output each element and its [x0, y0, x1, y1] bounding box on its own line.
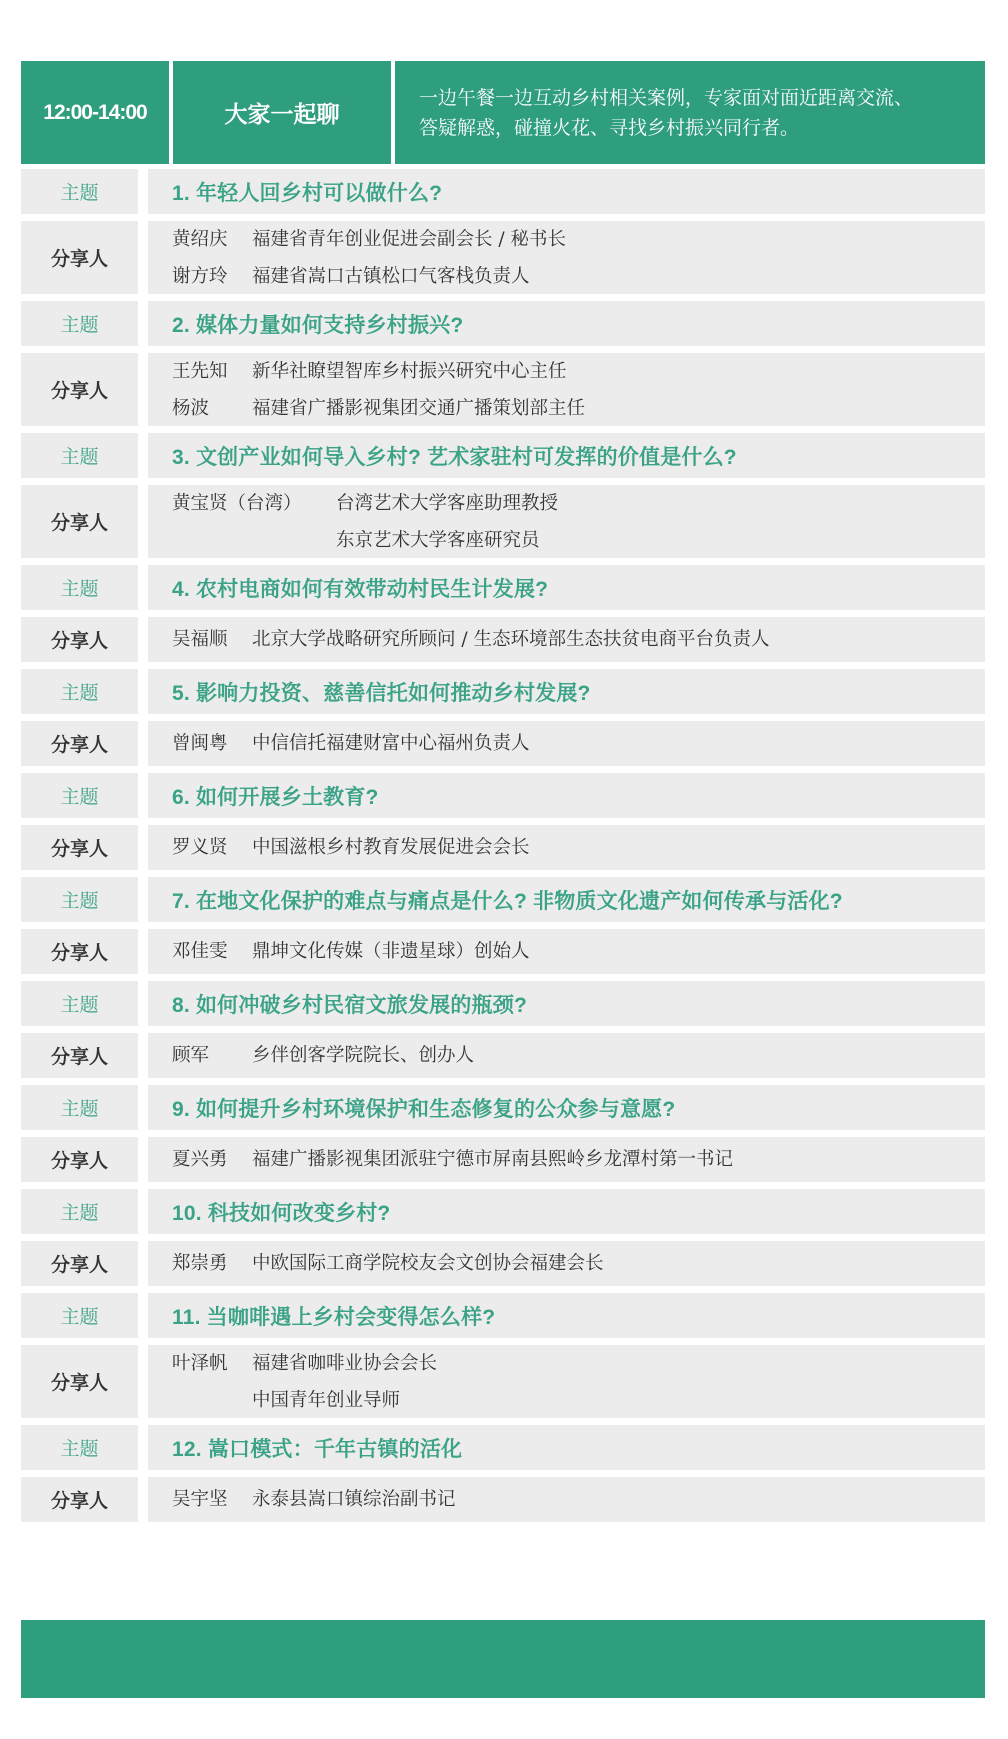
speaker-title: 福建省咖啡业协会会长 [252, 1352, 438, 1374]
speaker-row [21, 353, 985, 426]
topic-label: 主题 [21, 877, 138, 922]
speaker-line [172, 1141, 985, 1179]
description-line: 一边午餐一边互动乡村相关案例，专家面对面近距离交流、 [419, 86, 914, 109]
topic-title: 11. 当咖啡遇上乡村会变得怎么样? [172, 1305, 496, 1329]
topic-cell [148, 169, 985, 214]
topic-label: 主题 [21, 1189, 138, 1234]
speaker-label: 分享人 [21, 221, 138, 294]
speaker-title: 东京艺术大学客座研究员 [336, 529, 540, 551]
speaker-line [172, 1037, 985, 1075]
speaker-title: 福建广播影视集团派驻宁德市屏南县熙岭乡龙潭村第一书记 [252, 1148, 734, 1170]
speaker-title: 台湾艺术大学客座助理教授 [336, 492, 559, 514]
speaker-cell [148, 221, 985, 294]
topic-cell [148, 773, 985, 818]
topic-label: 主题 [21, 1425, 138, 1470]
topic-cell [148, 433, 985, 478]
topic-title: 6. 如何开展乡土教育? [172, 785, 379, 809]
speaker-title: 鼎坤文化传媒（非遗星球）创始人 [252, 940, 530, 962]
speaker-label: 分享人 [21, 929, 138, 974]
speaker-line [172, 258, 985, 295]
description-line: 答疑解惑，碰撞火花、寻找乡村振兴同行者。 [419, 116, 800, 139]
topic-row [21, 1189, 985, 1234]
topic-title: 9. 如何提升乡村环境保护和生态修复的公众参与意愿? [172, 1097, 676, 1121]
topic-title: 3. 文创产业如何导入乡村? 艺术家驻村可发挥的价值是什么? [172, 445, 737, 469]
topic-label: 主题 [21, 433, 138, 478]
speaker-name: 曾闽粤 [172, 732, 228, 754]
topic-row [21, 301, 985, 346]
topic-label: 主题 [21, 1085, 138, 1130]
speaker-row [21, 1137, 985, 1182]
topic-cell [148, 565, 985, 610]
speaker-cell [148, 485, 985, 558]
speaker-label: 分享人 [21, 353, 138, 426]
speaker-row [21, 485, 985, 558]
speaker-label: 分享人 [21, 1345, 138, 1418]
speaker-name: 罗义贤 [172, 836, 228, 858]
speaker-cell [148, 1137, 985, 1182]
topic-cell [148, 981, 985, 1026]
speaker-title: 中国滋根乡村教育发展促进会会长 [252, 836, 530, 858]
speaker-title: 福建省青年创业促进会副会长 / 秘书长 [252, 228, 566, 250]
topic-row [21, 169, 985, 214]
speaker-label: 分享人 [21, 1033, 138, 1078]
topic-row [21, 669, 985, 714]
speaker-cell [148, 1033, 985, 1078]
speaker-label: 分享人 [21, 1477, 138, 1522]
topic-cell [148, 1293, 985, 1338]
speaker-line [172, 933, 985, 971]
speaker-cell [148, 1345, 985, 1418]
speaker-row [21, 1345, 985, 1418]
topic-row [21, 877, 985, 922]
speaker-name: 邓佳雯 [172, 940, 228, 962]
topic-row [21, 565, 985, 610]
topic-title: 4. 农村电商如何有效带动村民生计发展? [172, 577, 549, 601]
speaker-name: 王先知 [172, 360, 228, 382]
speaker-line [172, 522, 985, 559]
topic-cell [148, 669, 985, 714]
speaker-cell [148, 825, 985, 870]
topic-label: 主题 [21, 301, 138, 346]
topic-title: 8. 如何冲破乡村民宿文旅发展的瓶颈? [172, 993, 527, 1017]
speaker-cell [148, 1241, 985, 1286]
topic-title: 2. 媒体力量如何支持乡村振兴? [172, 313, 464, 337]
speaker-cell [148, 929, 985, 974]
speaker-row [21, 617, 985, 662]
speaker-row [21, 1033, 985, 1078]
speaker-name: 夏兴勇 [172, 1148, 228, 1170]
speaker-label: 分享人 [21, 721, 138, 766]
speaker-title: 乡伴创客学院院长、创办人 [252, 1044, 475, 1066]
agenda-sheet [21, 61, 985, 1512]
topic-label: 主题 [21, 565, 138, 610]
topic-row [21, 1293, 985, 1338]
speaker-label: 分享人 [21, 1137, 138, 1182]
speaker-row [21, 721, 985, 766]
speaker-name: 谢方玲 [172, 265, 228, 287]
speaker-line [172, 390, 985, 427]
speaker-title: 中信信托福建财富中心福州负责人 [252, 732, 530, 754]
speaker-label: 分享人 [21, 485, 138, 558]
speaker-line [172, 621, 985, 659]
topic-row [21, 1085, 985, 1130]
speaker-row [21, 1241, 985, 1286]
topic-cell [148, 1425, 985, 1470]
speaker-title: 福建省广播影视集团交通广播策划部主任 [252, 397, 586, 419]
session-title: 大家一起聊 [224, 102, 340, 128]
speaker-name: 吴福顺 [172, 628, 228, 650]
speaker-title: 北京大学战略研究所顾问 / 生态环境部生态扶贫电商平台负责人 [252, 628, 770, 650]
speaker-line [172, 829, 985, 867]
speaker-line [172, 1245, 985, 1283]
speaker-title: 新华社瞭望智库乡村振兴研究中心主任 [252, 360, 567, 382]
topic-title: 12. 嵩口模式：千年古镇的活化 [172, 1437, 463, 1461]
speaker-line [172, 1345, 985, 1382]
speaker-name: 杨波 [172, 397, 210, 419]
speaker-line [172, 221, 985, 258]
topic-label: 主题 [21, 773, 138, 818]
topic-row [21, 1425, 985, 1470]
topic-label: 主题 [21, 1293, 138, 1338]
speaker-title: 中国青年创业导师 [252, 1389, 401, 1411]
speaker-row [21, 1477, 985, 1522]
topic-cell [148, 877, 985, 922]
topic-row [21, 981, 985, 1026]
speaker-name: 黄绍庆 [172, 228, 228, 250]
speaker-name: 叶泽帆 [172, 1352, 228, 1374]
speaker-cell [148, 1477, 985, 1522]
topic-title: 7. 在地文化保护的难点与痛点是什么? 非物质文化遗产如何传承与活化? [172, 889, 843, 913]
speaker-label: 分享人 [21, 825, 138, 870]
topic-label: 主题 [21, 669, 138, 714]
topic-row [21, 773, 985, 818]
speaker-line [172, 1382, 985, 1419]
header-divider [391, 61, 395, 164]
topic-row [21, 433, 985, 478]
topic-title: 10. 科技如何改变乡村? [172, 1201, 391, 1225]
speaker-name: 郑崇勇 [172, 1252, 228, 1274]
topic-cell [148, 1189, 985, 1234]
speaker-title: 中欧国际工商学院校友会文创协会福建会长 [252, 1252, 604, 1274]
speaker-line [172, 353, 985, 390]
speaker-cell [148, 721, 985, 766]
footer-bar [21, 1620, 985, 1698]
speaker-name: 顾军 [172, 1044, 210, 1066]
speaker-cell [148, 617, 985, 662]
speaker-name: 黄宝贤（台湾） [172, 492, 302, 514]
topic-title: 5. 影响力投资、慈善信托如何推动乡村发展? [172, 681, 591, 705]
speaker-line [172, 1481, 985, 1519]
speaker-line [172, 725, 985, 763]
topic-label: 主题 [21, 981, 138, 1026]
speaker-row [21, 825, 985, 870]
speaker-label: 分享人 [21, 617, 138, 662]
topic-cell [148, 1085, 985, 1130]
topic-title: 1. 年轻人回乡村可以做什么? [172, 181, 443, 205]
session-header [21, 61, 985, 164]
session-time: 12:00-14:00 [43, 100, 147, 124]
topic-label: 主题 [21, 169, 138, 214]
speaker-label: 分享人 [21, 1241, 138, 1286]
speaker-line [172, 485, 985, 522]
speaker-title: 福建省嵩口古镇松口气客栈负责人 [252, 265, 530, 287]
session-description [397, 61, 985, 164]
speaker-row [21, 221, 985, 294]
speaker-row [21, 929, 985, 974]
topic-cell [148, 301, 985, 346]
speaker-title: 永泰县嵩口镇综治副书记 [252, 1488, 456, 1510]
speaker-name: 吴宇坚 [172, 1488, 228, 1510]
speaker-cell [148, 353, 985, 426]
